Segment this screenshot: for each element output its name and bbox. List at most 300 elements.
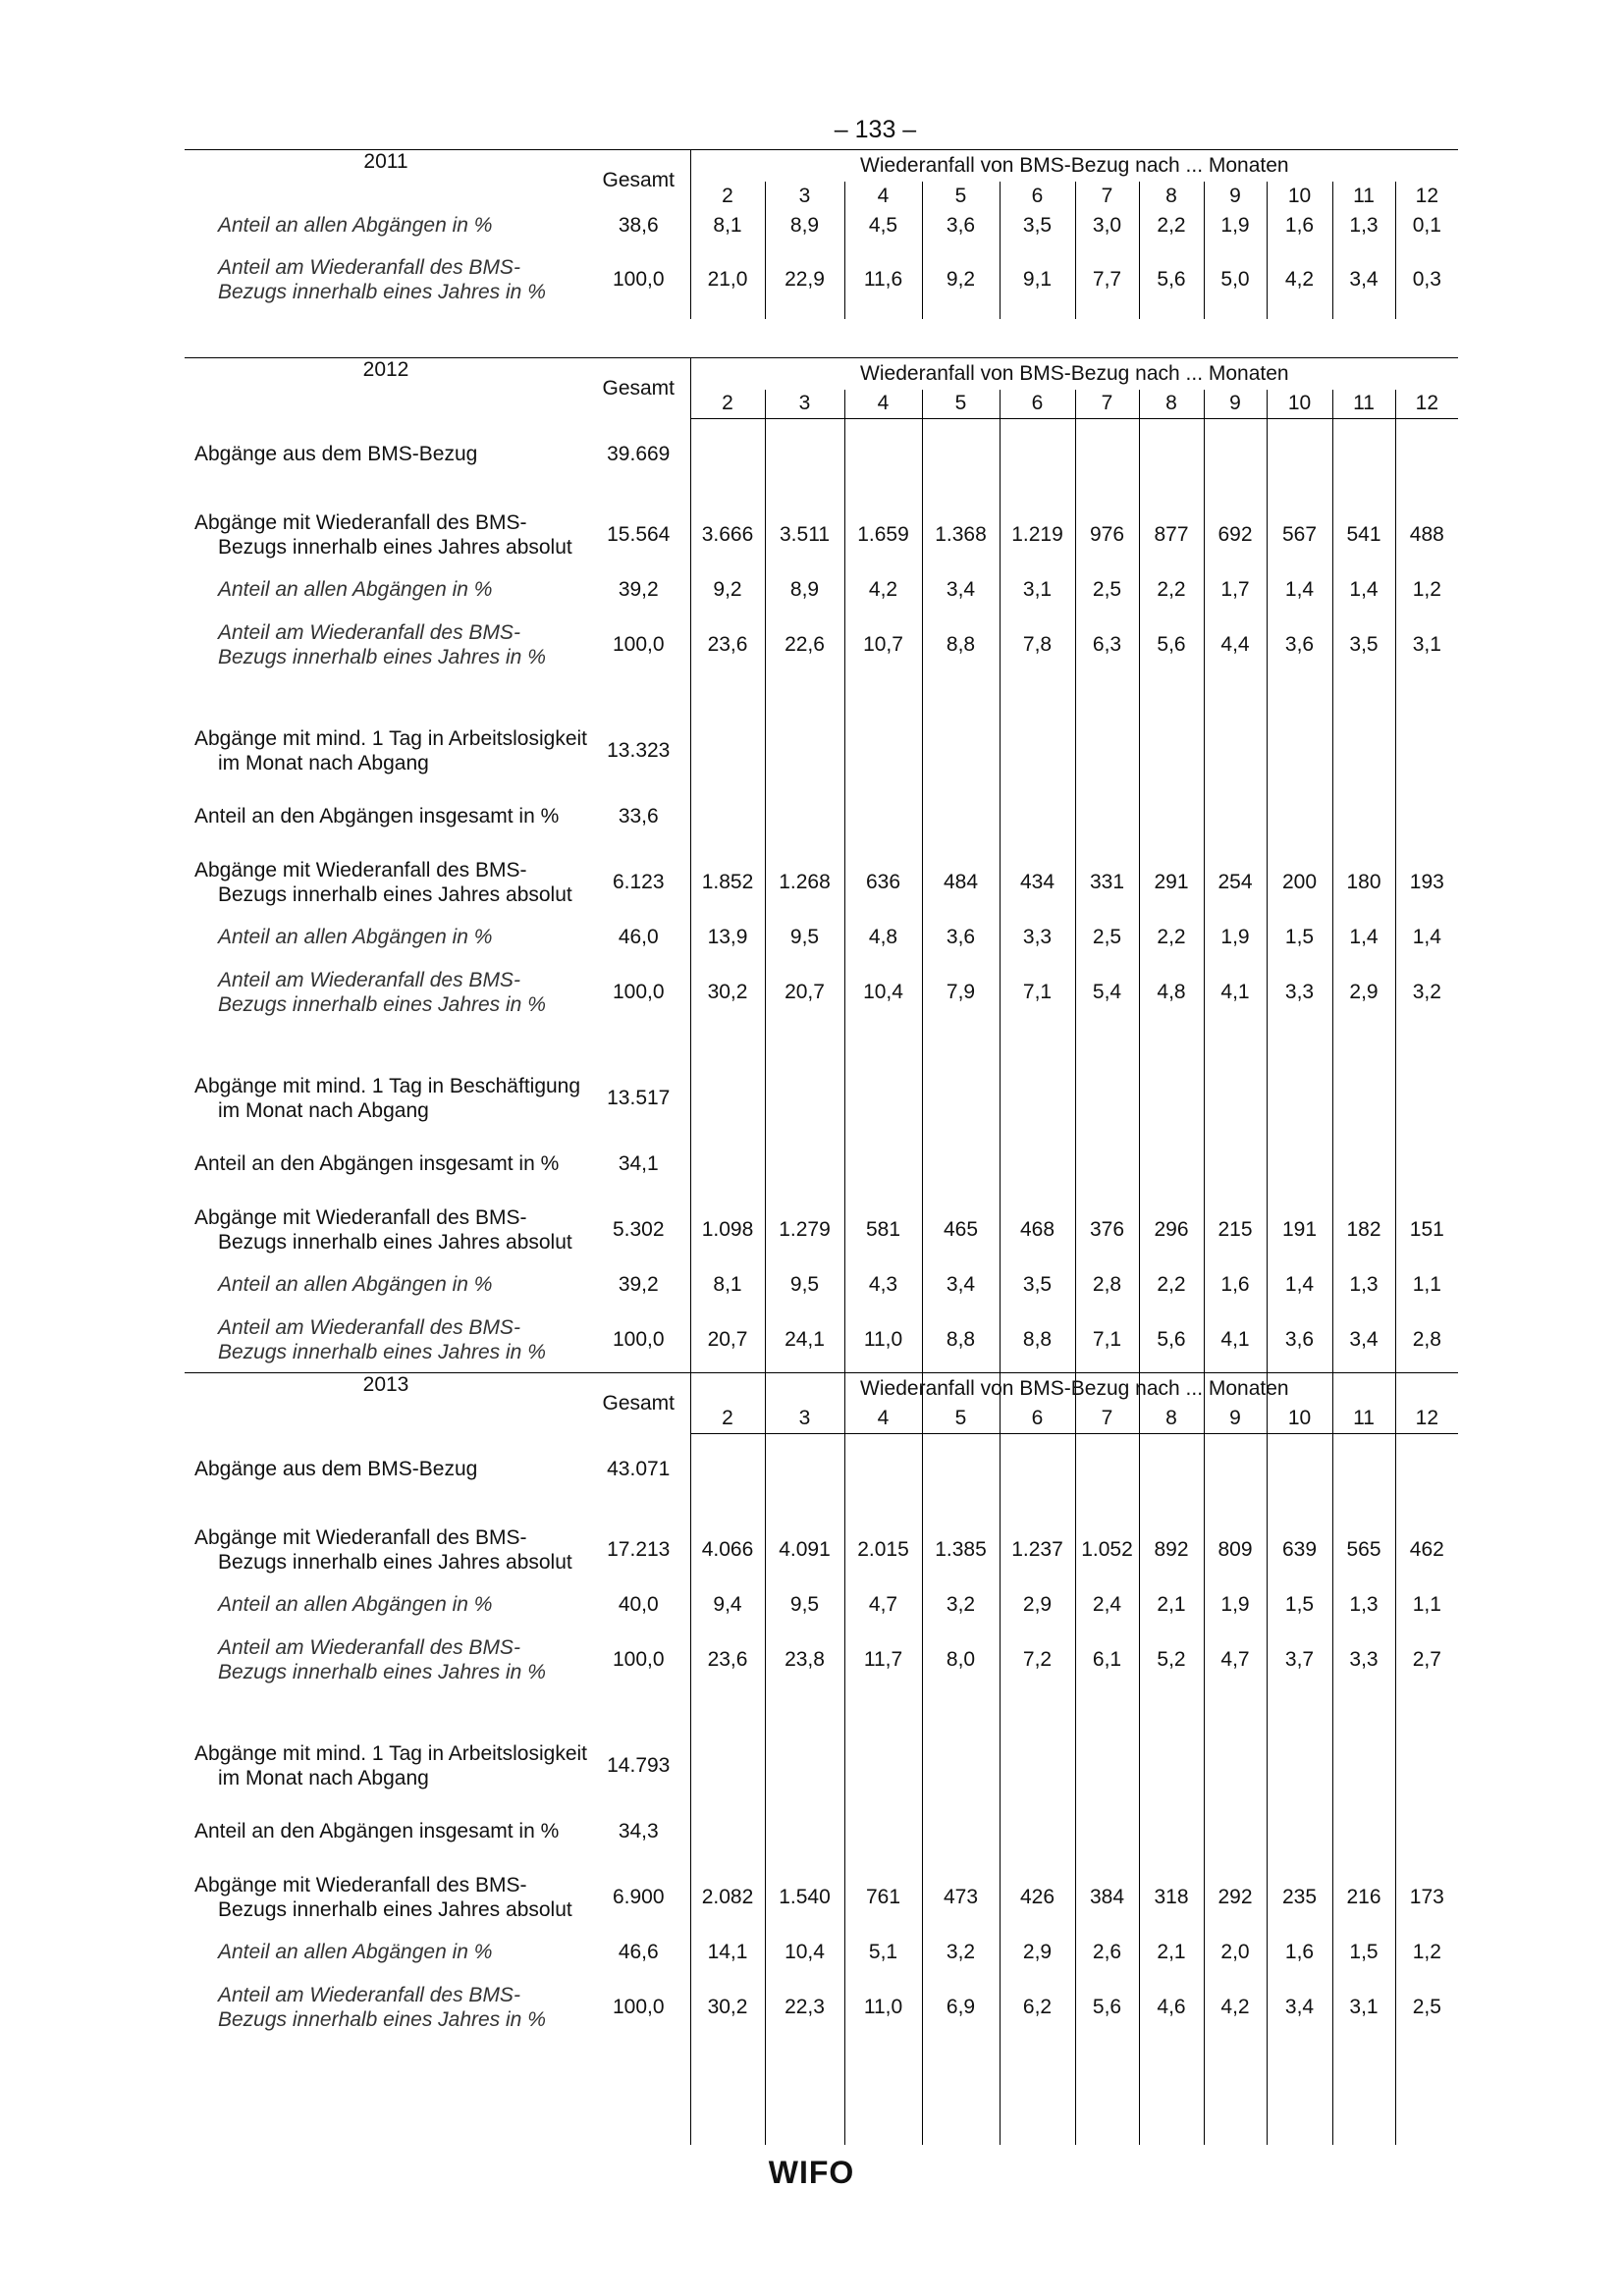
- month-value: [690, 790, 765, 843]
- month-value: [1075, 441, 1139, 468]
- month-value: [1000, 1805, 1075, 1858]
- month-value: 30,2: [690, 1968, 765, 2047]
- month-value: [844, 1699, 922, 1727]
- row-label: [185, 1434, 587, 1456]
- month-header: 3: [765, 390, 844, 419]
- gesamt-value: 6.123: [612, 870, 665, 893]
- month-value: 3,6: [922, 922, 1000, 953]
- month-value: 1,9: [1204, 922, 1267, 953]
- table-row: [185, 468, 1458, 496]
- month-value: [1332, 712, 1395, 790]
- month-value: 1,9: [1204, 211, 1267, 240]
- month-value: 2,9: [1000, 1937, 1075, 1968]
- gesamt-value: 14.793: [607, 1753, 671, 1777]
- month-value: 20,7: [690, 1301, 765, 1379]
- gesamt-value: [587, 468, 690, 496]
- table-2012: [185, 357, 1458, 1409]
- month-value: 581: [844, 1191, 922, 1269]
- gesamt-value: 13.517: [607, 1086, 671, 1109]
- month-value: 3,6: [1267, 606, 1332, 684]
- row-label: Anteil an allen Abgängen in %: [218, 214, 493, 237]
- month-value: 976: [1075, 496, 1139, 574]
- month-value: 4,2: [1267, 240, 1332, 319]
- month-value: 488: [1395, 496, 1458, 574]
- month-value: [765, 1032, 844, 1059]
- month-value: 4,6: [1139, 1968, 1204, 2047]
- gesamt-value: 40,0: [618, 1592, 659, 1616]
- month-value: 4,4: [1204, 606, 1267, 684]
- row-label: Abgänge mit Wiederanfall des BMS-Bezugs innerhalb eines Jahres absolut: [194, 510, 572, 559]
- month-value: [1139, 1032, 1204, 1059]
- table-row: [185, 211, 1458, 240]
- month-header: 11: [1332, 390, 1395, 419]
- month-value: [1204, 1483, 1267, 1511]
- row-label: Anteil an allen Abgängen in %: [218, 926, 493, 948]
- month-value: [1395, 1699, 1458, 1727]
- month-value: 3,3: [1000, 922, 1075, 953]
- month-value: 22,9: [765, 240, 844, 319]
- month-value: [844, 419, 922, 441]
- month-header: 5: [922, 1405, 1000, 1434]
- month-value: 5,6: [1139, 240, 1204, 319]
- row-label: Anteil an den Abgängen insgesamt in %: [194, 1820, 560, 1842]
- month-value: 465: [922, 1191, 1000, 1269]
- month-value: [844, 1434, 922, 1456]
- month-value: 4,1: [1204, 1301, 1267, 1379]
- month-value: 151: [1395, 1191, 1458, 1269]
- month-value: 3,1: [1395, 606, 1458, 684]
- month-value: [922, 2047, 1000, 2145]
- month-value: [1267, 1456, 1332, 1483]
- month-value: 8,9: [765, 574, 844, 606]
- month-value: [1139, 1059, 1204, 1138]
- table-row: [185, 712, 1458, 790]
- month-value: [1204, 1727, 1267, 1805]
- month-value: [1332, 684, 1395, 712]
- month-value: 23,8: [765, 1621, 844, 1699]
- month-value: 2,5: [1075, 922, 1139, 953]
- month-value: 4,3: [844, 1269, 922, 1301]
- month-value: [1204, 468, 1267, 496]
- month-value: [1204, 712, 1267, 790]
- month-value: 4,7: [844, 1589, 922, 1621]
- month-value: [1139, 790, 1204, 843]
- month-value: [690, 1699, 765, 1727]
- table-row: [185, 843, 1458, 922]
- month-value: [1332, 2047, 1395, 2145]
- year-label: 2013: [185, 1373, 587, 1434]
- month-value: [1075, 684, 1139, 712]
- month-value: 1,3: [1332, 211, 1395, 240]
- month-value: 8,8: [922, 606, 1000, 684]
- month-value: 9,2: [690, 574, 765, 606]
- row-label: Anteil an allen Abgängen in %: [218, 1273, 493, 1296]
- row-label: [185, 2047, 587, 2145]
- month-value: 1,5: [1267, 1589, 1332, 1621]
- month-value: 4,7: [1204, 1621, 1267, 1699]
- month-value: [1204, 1456, 1267, 1483]
- month-value: [1395, 712, 1458, 790]
- month-value: 2,7: [1395, 1621, 1458, 1699]
- month-value: 3,0: [1075, 211, 1139, 240]
- month-value: 1.852: [690, 843, 765, 922]
- month-value: [1267, 1483, 1332, 1511]
- month-value: [1267, 1727, 1332, 1805]
- month-header: 5: [922, 182, 1000, 211]
- table-row: [185, 922, 1458, 953]
- month-value: 3,4: [1267, 1968, 1332, 2047]
- gesamt-value: [587, 684, 690, 712]
- month-value: 30,2: [690, 953, 765, 1032]
- table-row: [185, 1727, 1458, 1805]
- month-value: 191: [1267, 1191, 1332, 1269]
- month-value: 1,1: [1395, 1269, 1458, 1301]
- table-row: [185, 240, 1458, 319]
- month-value: [1395, 1059, 1458, 1138]
- gesamt-value: 39,2: [618, 1272, 659, 1296]
- month-value: [1000, 1456, 1075, 1483]
- month-value: [1075, 419, 1139, 441]
- month-value: [1139, 1483, 1204, 1511]
- month-value: 2,4: [1075, 1589, 1139, 1621]
- row-label: Anteil am Wiederanfall des BMS-Bezugs innerhalb eines Jahres in %: [218, 1983, 546, 2031]
- month-header: 11: [1332, 182, 1395, 211]
- gesamt-value: 39.669: [607, 442, 671, 465]
- month-value: [690, 1727, 765, 1805]
- month-value: 2,2: [1139, 211, 1204, 240]
- table-row: [185, 1301, 1458, 1379]
- month-value: 173: [1395, 1858, 1458, 1937]
- month-value: [1395, 1727, 1458, 1805]
- gesamt-value: [587, 1483, 690, 1511]
- month-value: [1139, 1805, 1204, 1858]
- month-value: 10,4: [844, 953, 922, 1032]
- month-value: [1332, 1138, 1395, 1191]
- month-value: 1,7: [1204, 574, 1267, 606]
- month-value: 2.015: [844, 1511, 922, 1589]
- month-value: 22,6: [765, 606, 844, 684]
- month-header: 7: [1075, 390, 1139, 419]
- month-value: 1.368: [922, 496, 1000, 574]
- table-row: [185, 574, 1458, 606]
- month-value: [844, 441, 922, 468]
- row-label: Abgänge aus dem BMS-Bezug: [194, 443, 478, 465]
- month-value: 14,1: [690, 1937, 765, 1968]
- month-header: 9: [1204, 1405, 1267, 1434]
- month-value: 5,6: [1139, 606, 1204, 684]
- month-value: [690, 1456, 765, 1483]
- month-value: [690, 1483, 765, 1511]
- row-label: Anteil am Wiederanfall des BMS-Bezugs innerhalb eines Jahres in %: [218, 620, 546, 668]
- month-value: 565: [1332, 1511, 1395, 1589]
- month-value: [844, 2047, 922, 2145]
- month-value: 5,6: [1075, 1968, 1139, 2047]
- month-value: [1267, 1805, 1332, 1858]
- month-value: [1395, 790, 1458, 843]
- month-value: [1204, 1699, 1267, 1727]
- month-value: 2,2: [1139, 574, 1204, 606]
- month-header: 6: [1000, 390, 1075, 419]
- month-value: 484: [922, 843, 1000, 922]
- month-value: [1139, 1699, 1204, 1727]
- month-value: 7,8: [1000, 606, 1075, 684]
- month-value: 9,4: [690, 1589, 765, 1621]
- month-value: [844, 790, 922, 843]
- month-value: 1.659: [844, 496, 922, 574]
- month-value: 2,9: [1000, 1589, 1075, 1621]
- month-value: 2,6: [1075, 1937, 1139, 1968]
- month-value: 3.511: [765, 496, 844, 574]
- row-label: Anteil am Wiederanfall des BMS-Bezugs innerhalb eines Jahres in %: [218, 1635, 546, 1683]
- gesamt-value: 34,1: [618, 1151, 659, 1175]
- wifo-logo: WIFO: [768, 2155, 855, 2190]
- table-row: [185, 1968, 1458, 2047]
- month-value: [1267, 441, 1332, 468]
- month-value: 1.052: [1075, 1511, 1139, 1589]
- row-label: Anteil an allen Abgängen in %: [218, 1593, 493, 1616]
- month-value: [844, 1805, 922, 1858]
- month-value: [1075, 1727, 1139, 1805]
- row-label: [185, 1483, 587, 1511]
- month-value: [765, 1059, 844, 1138]
- month-value: 0,1: [1395, 211, 1458, 240]
- month-value: 5,1: [844, 1937, 922, 1968]
- month-value: 180: [1332, 843, 1395, 922]
- month-header: 3: [765, 1405, 844, 1434]
- month-value: [1332, 1059, 1395, 1138]
- month-value: 5,4: [1075, 953, 1139, 1032]
- month-value: 3,4: [922, 574, 1000, 606]
- month-value: 3,6: [922, 211, 1000, 240]
- month-value: [1000, 441, 1075, 468]
- month-value: 376: [1075, 1191, 1139, 1269]
- month-value: 4,5: [844, 211, 922, 240]
- month-value: 3,3: [1267, 953, 1332, 1032]
- month-value: [690, 441, 765, 468]
- gesamt-value: 46,0: [618, 925, 659, 948]
- month-value: [922, 1059, 1000, 1138]
- table-2013: [185, 1372, 1458, 2145]
- month-value: [1000, 712, 1075, 790]
- month-value: 318: [1139, 1858, 1204, 1937]
- month-value: 200: [1267, 843, 1332, 922]
- month-value: [765, 441, 844, 468]
- month-value: 7,1: [1000, 953, 1075, 1032]
- table-row: [185, 1483, 1458, 1511]
- month-value: [1075, 1805, 1139, 1858]
- month-value: [1332, 790, 1395, 843]
- month-value: 8,9: [765, 211, 844, 240]
- month-value: 8,1: [690, 211, 765, 240]
- month-value: 434: [1000, 843, 1075, 922]
- month-value: [690, 468, 765, 496]
- month-value: 22,3: [765, 1968, 844, 2047]
- table-row: [185, 1699, 1458, 1727]
- table-row: [185, 1805, 1458, 1858]
- month-value: 11,6: [844, 240, 922, 319]
- month-value: [844, 1727, 922, 1805]
- month-header: 12: [1395, 390, 1458, 419]
- month-value: 2,5: [1395, 1968, 1458, 2047]
- month-value: 20,7: [765, 953, 844, 1032]
- month-value: 182: [1332, 1191, 1395, 1269]
- month-value: [690, 1032, 765, 1059]
- table-row: [185, 1059, 1458, 1138]
- month-value: 877: [1139, 496, 1204, 574]
- month-value: [1000, 468, 1075, 496]
- table-row: [185, 1589, 1458, 1621]
- month-header: 8: [1139, 182, 1204, 211]
- month-value: [1000, 1483, 1075, 1511]
- month-value: [1332, 468, 1395, 496]
- month-value: [1075, 1138, 1139, 1191]
- month-value: [1139, 1434, 1204, 1456]
- month-value: 1,4: [1332, 574, 1395, 606]
- month-value: [1204, 684, 1267, 712]
- month-value: 639: [1267, 1511, 1332, 1589]
- table-row: [185, 606, 1458, 684]
- month-value: 1,2: [1395, 1937, 1458, 1968]
- month-value: [1000, 684, 1075, 712]
- month-value: 2,9: [1332, 953, 1395, 1032]
- month-value: 2,5: [1075, 574, 1139, 606]
- month-value: [922, 712, 1000, 790]
- month-value: [1332, 1456, 1395, 1483]
- month-header: 8: [1139, 1405, 1204, 1434]
- month-value: [1204, 1805, 1267, 1858]
- month-value: [1075, 1434, 1139, 1456]
- month-value: [844, 1456, 922, 1483]
- month-value: [765, 712, 844, 790]
- month-value: 426: [1000, 1858, 1075, 1937]
- month-value: 3,4: [1332, 240, 1395, 319]
- month-value: 1,1: [1395, 1589, 1458, 1621]
- gesamt-header: Gesamt: [587, 358, 690, 419]
- row-label: Anteil an allen Abgängen in %: [218, 578, 493, 601]
- month-value: 1,9: [1204, 1589, 1267, 1621]
- month-value: 809: [1204, 1511, 1267, 1589]
- month-value: 7,9: [922, 953, 1000, 1032]
- month-value: 216: [1332, 1858, 1395, 1937]
- month-value: [1139, 468, 1204, 496]
- gesamt-value: [587, 1434, 690, 1456]
- month-value: 2,2: [1139, 922, 1204, 953]
- month-value: [1075, 1483, 1139, 1511]
- month-value: 1.268: [765, 843, 844, 922]
- month-value: 4,8: [844, 922, 922, 953]
- month-header: 11: [1332, 1405, 1395, 1434]
- month-value: [1075, 1032, 1139, 1059]
- month-value: [1204, 1434, 1267, 1456]
- month-header: 6: [1000, 1405, 1075, 1434]
- month-value: [1000, 1699, 1075, 1727]
- month-value: [1395, 468, 1458, 496]
- month-value: 6,2: [1000, 1968, 1075, 2047]
- gesamt-value: [587, 1699, 690, 1727]
- gesamt-value: 100,0: [612, 1327, 665, 1351]
- month-value: 10,7: [844, 606, 922, 684]
- month-value: 6,9: [922, 1968, 1000, 2047]
- row-label: Abgänge mit Wiederanfall des BMS-Bezugs innerhalb eines Jahres absolut: [194, 858, 572, 906]
- month-value: 1,6: [1204, 1269, 1267, 1301]
- row-label: Anteil an allen Abgängen in %: [218, 1941, 493, 1963]
- table-row: [185, 496, 1458, 574]
- month-value: [1332, 1483, 1395, 1511]
- month-value: 9,5: [765, 1589, 844, 1621]
- month-value: [1267, 2047, 1332, 2145]
- month-value: [1000, 1434, 1075, 1456]
- row-label: Anteil an den Abgängen insgesamt in %: [194, 1152, 560, 1175]
- table-row: [185, 684, 1458, 712]
- month-value: [1000, 1032, 1075, 1059]
- table-row: [185, 790, 1458, 843]
- month-value: [765, 1699, 844, 1727]
- month-value: [922, 1805, 1000, 1858]
- month-value: 2,8: [1395, 1301, 1458, 1379]
- month-value: 1.385: [922, 1511, 1000, 1589]
- gesamt-value: 13.323: [607, 738, 671, 762]
- row-label: Abgänge mit Wiederanfall des BMS-Bezugs innerhalb eines Jahres absolut: [194, 1525, 572, 1574]
- row-label: Abgänge mit Wiederanfall des BMS-Bezugs innerhalb eines Jahres absolut: [194, 1873, 572, 1921]
- month-value: 11,0: [844, 1968, 922, 2047]
- month-value: [1139, 1727, 1204, 1805]
- month-value: [922, 1727, 1000, 1805]
- month-value: 254: [1204, 843, 1267, 922]
- month-value: 1,2: [1395, 574, 1458, 606]
- month-value: [1204, 1059, 1267, 1138]
- month-value: [922, 468, 1000, 496]
- month-value: 2,0: [1204, 1937, 1267, 1968]
- month-header: 12: [1395, 182, 1458, 211]
- month-value: [1332, 441, 1395, 468]
- months-span-header: Wiederanfall von BMS-Bezug nach ... Monaten: [690, 358, 1458, 390]
- month-value: [765, 1434, 844, 1456]
- month-value: 1,3: [1332, 1589, 1395, 1621]
- row-label: [185, 684, 587, 712]
- month-value: 1.098: [690, 1191, 765, 1269]
- month-value: [1204, 1138, 1267, 1191]
- month-value: [1139, 1138, 1204, 1191]
- gesamt-header: Gesamt: [587, 1373, 690, 1434]
- month-value: 1.540: [765, 1858, 844, 1937]
- month-value: 3,6: [1267, 1301, 1332, 1379]
- months-span-header: Wiederanfall von BMS-Bezug nach ... Monaten: [690, 1373, 1458, 1405]
- month-value: 2,2: [1139, 1269, 1204, 1301]
- gesamt-value: 17.213: [607, 1537, 671, 1561]
- month-value: 3.666: [690, 496, 765, 574]
- month-value: 331: [1075, 843, 1139, 922]
- month-value: 3,5: [1332, 606, 1395, 684]
- month-value: [765, 1805, 844, 1858]
- month-value: [1395, 684, 1458, 712]
- month-value: 5,6: [1139, 1301, 1204, 1379]
- month-value: 13,9: [690, 922, 765, 953]
- gesamt-value: [587, 1032, 690, 1059]
- table-row: [185, 1511, 1458, 1589]
- month-header: 7: [1075, 1405, 1139, 1434]
- page-number: – 133 –: [834, 116, 917, 143]
- month-value: 11,0: [844, 1301, 922, 1379]
- month-value: [1267, 1059, 1332, 1138]
- month-value: [690, 684, 765, 712]
- month-value: [1204, 790, 1267, 843]
- month-value: [1395, 1483, 1458, 1511]
- month-value: 3,4: [1332, 1301, 1395, 1379]
- month-value: [1332, 1805, 1395, 1858]
- month-value: 9,5: [765, 1269, 844, 1301]
- month-header: 4: [844, 390, 922, 419]
- month-value: [1267, 712, 1332, 790]
